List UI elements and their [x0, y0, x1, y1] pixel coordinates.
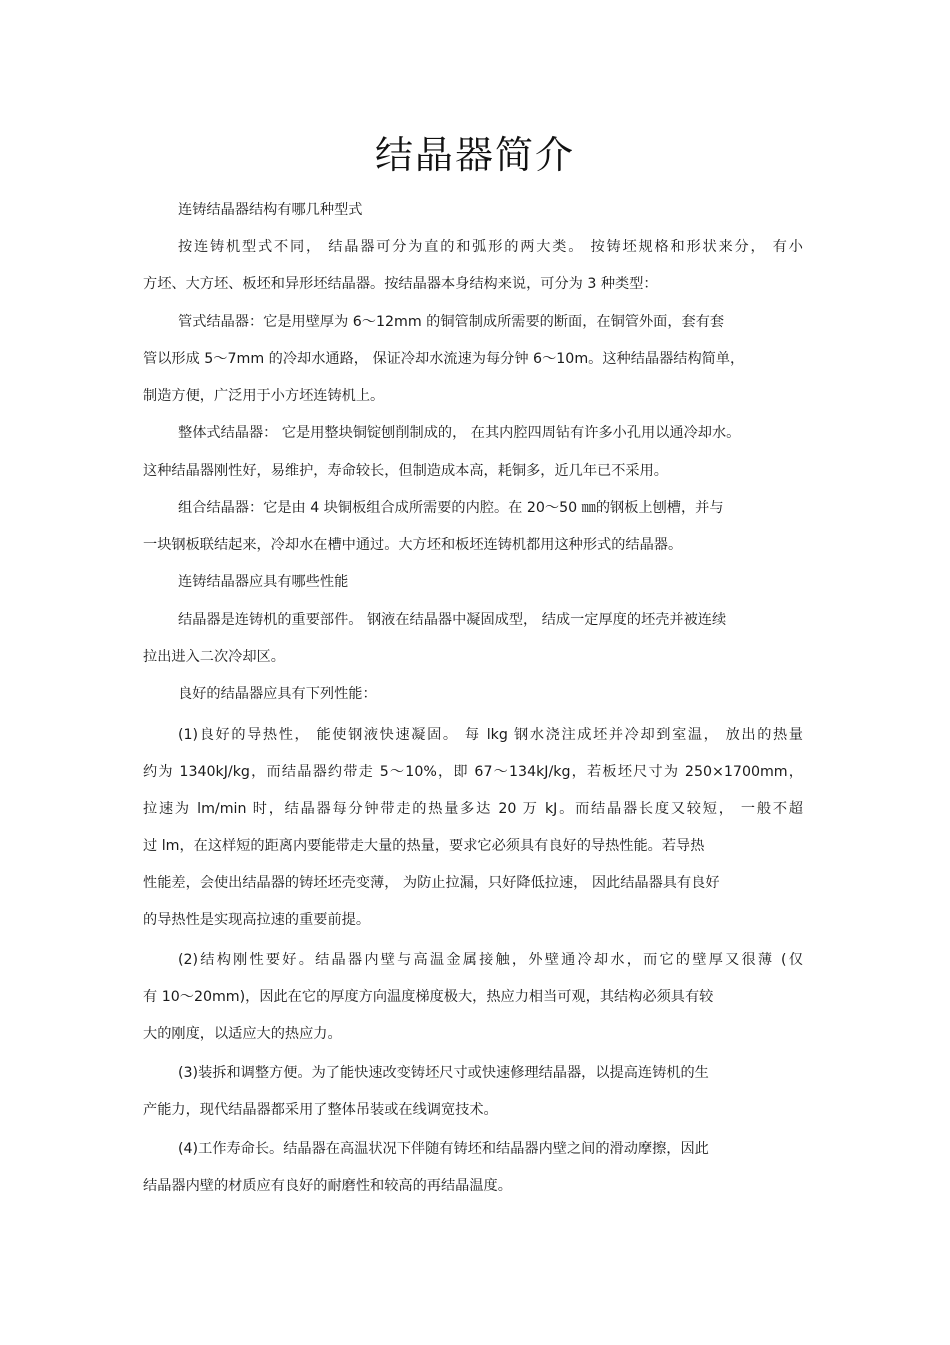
paragraph-line: 制造方便，广泛用于小方坯连铸机上。 — [143, 388, 385, 404]
paragraph-line: 拉速为 lm/min 时，结晶器每分钟带走的热量多达 20 万 kJ。而结晶器长度又较短， 一般不超 — [143, 801, 803, 817]
paragraph-line: 拉出进入二次冷却区。 — [143, 649, 285, 665]
paragraph-line: 方坯、大方坯、板坯和异形坯结晶器。按结晶器本身结构来说，可分为 3 种类型： — [143, 276, 658, 292]
paragraph-line: 管以形成 5～7mm 的冷却水通路， 保证冷却水流速为每分钟 6～10m。这种结晶器结构简单， — [143, 351, 745, 367]
paragraph-line: 组合结晶器：它是由 4 块铜板组合成所需要的内腔。在 20～50 ㎜的钢板上刨槽，并与 — [178, 500, 724, 516]
paragraph-line: 的导热性是实现高拉速的重要前提。 — [143, 912, 371, 928]
paragraph-line: 按连铸机型式不同， 结晶器可分为直的和弧形的两大类。 按铸坯规格和形状来分， 有小 — [178, 239, 803, 255]
paragraph-line: (2)结构刚性要好。结晶器内壁与高温金属接触，外壁通冷却水，而它的壁厚又很薄 (仅 — [178, 952, 803, 968]
paragraph-line: (3)装拆和调整方便。为了能快速改变铸坯尺寸或快速修理结晶器，以提高连铸机的生 — [178, 1065, 709, 1081]
paragraph-line: 这种结晶器刚性好，易维护，寿命较长，但制造成本高，耗铜多，近几年已不采用。 — [143, 463, 668, 479]
question-heading: 连铸结晶器结构有哪几种型式 — [178, 202, 363, 218]
paragraph-line: 良好的结晶器应具有下列性能： — [178, 686, 377, 702]
paragraph-line: 结晶器是连铸机的重要部件。 钢液在结晶器中凝固成型， 结成一定厚度的坯壳并被连续 — [178, 612, 727, 628]
paragraph-line: 管式结晶器：它是用壁厚为 6～12mm 的铜管制成所需要的断面，在铜管外面，套有套 — [178, 314, 725, 330]
paragraph-line: 一块钢板联结起来，冷却水在槽中通过。大方坯和板坯连铸机都用这种形式的结晶器。 — [143, 537, 683, 553]
paragraph-line: (1)良好的导热性， 能使钢液快速凝固。 每 lkg 钢水浇注成坯并冷却到室温， 放出的热量 — [178, 727, 803, 743]
paragraph-line: 整体式结晶器： 它是用整块铜锭刨削制成的， 在其内腔四周钻有许多小孔用以通冷却水。 — [178, 425, 741, 441]
paragraph-line: 产能力，现代结晶器都采用了整体吊装或在线调宽技术。 — [143, 1102, 498, 1118]
paragraph-line: (4)工作寿命长。结晶器在高温状况下伴随有铸坯和结晶器内壁之间的滑动摩擦，因此 — [178, 1141, 709, 1157]
paragraph-line: 性能差，会使出结晶器的铸坯坯壳变薄， 为防止拉漏，只好降低拉速， 因此结晶器具有良好 — [143, 875, 720, 891]
paragraph-line: 约为 1340kJ/kg，而结晶器约带走 5～10%，即 67～134kJ/kg，若板坯尺寸为 250×1700mm， — [143, 764, 803, 780]
paragraph-line: 过 lm，在这样短的距离内要能带走大量的热量，要求它必须具有良好的导热性能。若导热 — [143, 838, 705, 854]
paragraph-line: 大的刚度，以适应大的热应力。 — [143, 1026, 342, 1042]
page-title: 结晶器简介 — [374, 133, 575, 177]
paragraph-line: 有 10～20mm)，因此在它的厚度方向温度梯度极大，热应力相当可观，其结构必须具有较 — [143, 989, 714, 1005]
paragraph-line: 结晶器内壁的材质应有良好的耐磨性和较高的再结晶温度。 — [143, 1178, 512, 1194]
question-heading: 连铸结晶器应具有哪些性能 — [178, 574, 349, 590]
